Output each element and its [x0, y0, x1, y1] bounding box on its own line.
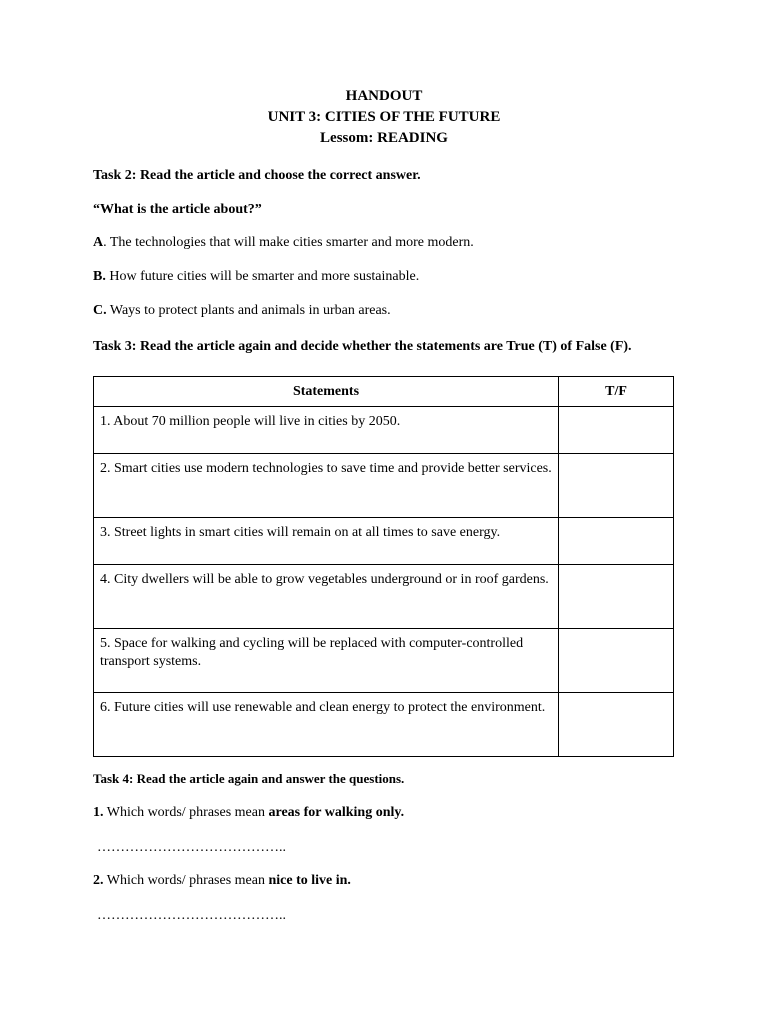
table-row [94, 454, 674, 518]
option-a-text: . The technologies that will make cities smarter and more modern. [103, 235, 474, 250]
question-2-emphasis: nice to live in. [268, 873, 351, 888]
task2-question: “What is the article about?” [93, 202, 262, 217]
table-row [94, 693, 674, 757]
handout-title: HANDOUT [345, 88, 423, 104]
task2-instruction: Task 2: Read the article and choose the correct answer. [93, 168, 421, 183]
statement-cell: 1. About 70 million people will live in cities by 2050. [94, 407, 559, 454]
tf-answer-cell[interactable] [559, 565, 674, 629]
option-b-letter: B. [93, 269, 106, 284]
option-b-text: How future cities will be smarter and more sustainable. [105, 269, 420, 284]
option-c-letter: C. [93, 303, 107, 318]
question-1-number: 1. [93, 805, 104, 820]
table-row [94, 565, 674, 629]
tf-answer-cell[interactable] [559, 454, 674, 518]
statements-header: Statements [94, 377, 559, 407]
tf-answer-cell[interactable] [559, 407, 674, 454]
table-row [94, 518, 674, 565]
statement-cell: 6. Future cities will use renewable and clean energy to protect the environment. [94, 693, 559, 757]
option-c-text: Ways to protect plants and animals in urban areas. [106, 303, 391, 318]
tf-answer-cell[interactable] [559, 693, 674, 757]
option-a-letter: A [93, 235, 104, 250]
option-c [93, 303, 391, 319]
tf-answer-cell[interactable] [559, 629, 674, 693]
statements-table [93, 376, 674, 757]
option-a [93, 235, 474, 251]
question-2-prefix: Which words/ phrases mean [103, 873, 269, 888]
task3-instruction: Task 3: Read the article again and decide whether the statements are True (T) of False (F). [93, 339, 632, 354]
task4-instruction: Task 4: Read the article again and answer the questions. [93, 771, 405, 786]
table-row [94, 629, 674, 693]
statement-cell: 4. City dwellers will be able to grow vegetables underground or in roof gardens. [94, 565, 559, 629]
answer-line-2[interactable]: ………………………………….. [97, 908, 286, 923]
task4-question-2 [93, 873, 351, 889]
lesson-title: Lessom: READING [320, 130, 448, 146]
task4-question-1 [93, 805, 404, 821]
option-b [93, 269, 419, 285]
unit-title: UNIT 3: CITIES OF THE FUTURE [267, 109, 501, 125]
tf-header: T/F [559, 377, 674, 407]
table-row [94, 407, 674, 454]
question-1-prefix: Which words/ phrases mean [103, 805, 269, 820]
statement-cell: 5. Space for walking and cycling will be replaced with computer-controlled transport systems. [94, 629, 559, 693]
tf-answer-cell[interactable] [559, 518, 674, 565]
answer-line-1[interactable]: ………………………………….. [97, 840, 286, 855]
question-1-emphasis: areas for walking only. [268, 805, 405, 820]
statement-cell: 3. Street lights in smart cities will remain on at all times to save energy. [94, 518, 559, 565]
question-2-number: 2. [93, 873, 104, 888]
statement-cell: 2. Smart cities use modern technologies to save time and provide better services. [94, 454, 559, 518]
table-header-row [94, 377, 674, 407]
